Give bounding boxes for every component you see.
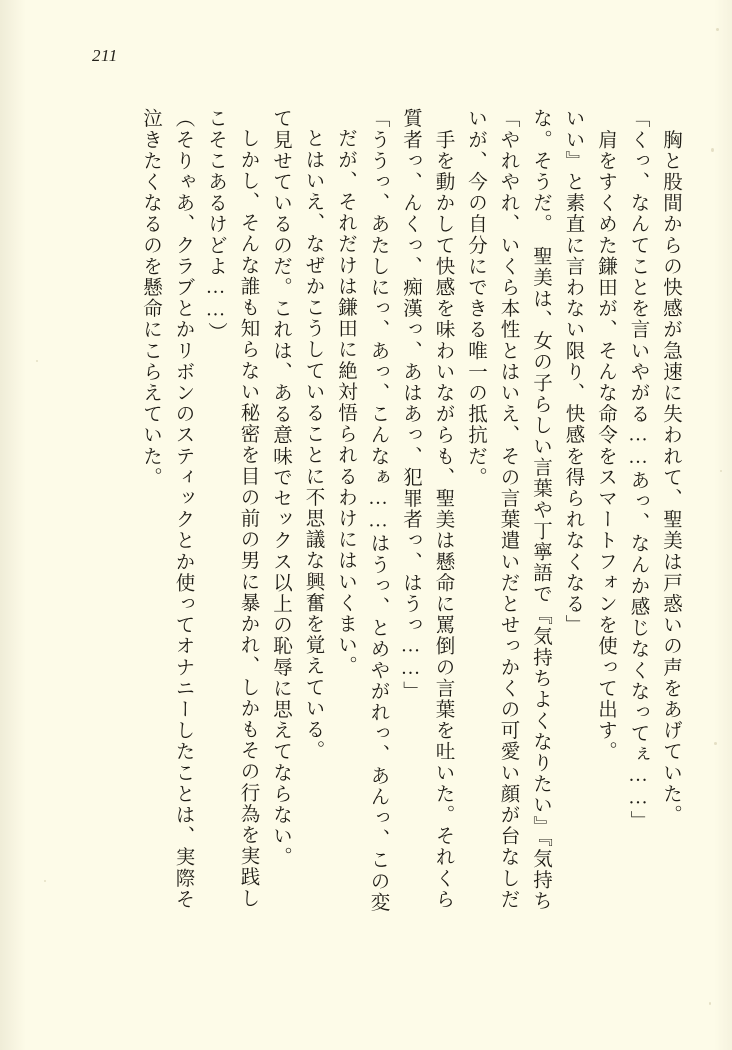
text-column: いい』と素直に言わない限り、快感を得られなくなる」 [562, 108, 584, 636]
text-column: 胸と股間からの快感が急速に失われて、聖美は戸惑いの声をあげていた。 [660, 108, 681, 826]
text-column: 肩をすくめた鎌田が、そんな命令をスマートフォンを使って出す。 [595, 108, 616, 763]
text-column: な。そうだ。 聖美は、女の子らしい言葉や丁寧語で『気持ちよくなりたい』『気持ち [530, 108, 551, 912]
text-column: 質者っ、んくっ、痴漢っ、あはあっ、犯罪者っ、はうっ……」 [400, 108, 421, 702]
scan-speck [709, 1002, 711, 1005]
text-column: だが、それだけは鎌田に絶対悟られるわけにはいくまい。 [335, 128, 356, 677]
text-column: しかし、そんな誰も知らない秘密を目の前の男に暴かれ、しかもその行為を実践し [237, 128, 259, 909]
text-column: 「ううっ、あたしにっ、あっ、こんなぁ……はうっ、とめやがれっ、あんっ、この変 [367, 108, 389, 913]
text-column: 「くっ、なんてことを言いやがる……あっ、なんか感じなくなってぇ……」 [627, 108, 649, 832]
text-column: こそこあるけどよ……） [205, 108, 226, 344]
scan-speck [716, 28, 719, 31]
text-column: （そりゃあ、クラブとかリボンのスティックとか使ってオナニーしたことは、実際そ [172, 108, 194, 910]
scan-speck [714, 742, 717, 745]
page-number: 211 [92, 46, 118, 65]
text-column: 手を動かして快感を味わいながらも、聖美は懸命に罵倒の言葉を吐いた。それくら [432, 108, 454, 910]
text-column: 「やれやれ、いくら本性とはいえ、その言葉遣いだとせっかくの可愛い顔が台なしだ [497, 108, 519, 910]
scan-speck [711, 148, 714, 152]
text-column: とはいえ、なぜかこうしていることに不思議な興奮を覚えている。 [302, 128, 324, 761]
vertical-text-block [128, 108, 681, 938]
text-column: いが、今の自分にできる唯一の抵抗だ。 [465, 108, 486, 488]
text-column: て見せているのだ。これは、ある意味でセックス以上の恥辱に思えてならない。 [270, 108, 291, 868]
text-column: 泣きたくなるのを懸命にこらえていた。 [140, 108, 161, 488]
scan-speck [720, 470, 722, 472]
scan-speck [44, 880, 46, 882]
scan-speck [36, 360, 38, 362]
